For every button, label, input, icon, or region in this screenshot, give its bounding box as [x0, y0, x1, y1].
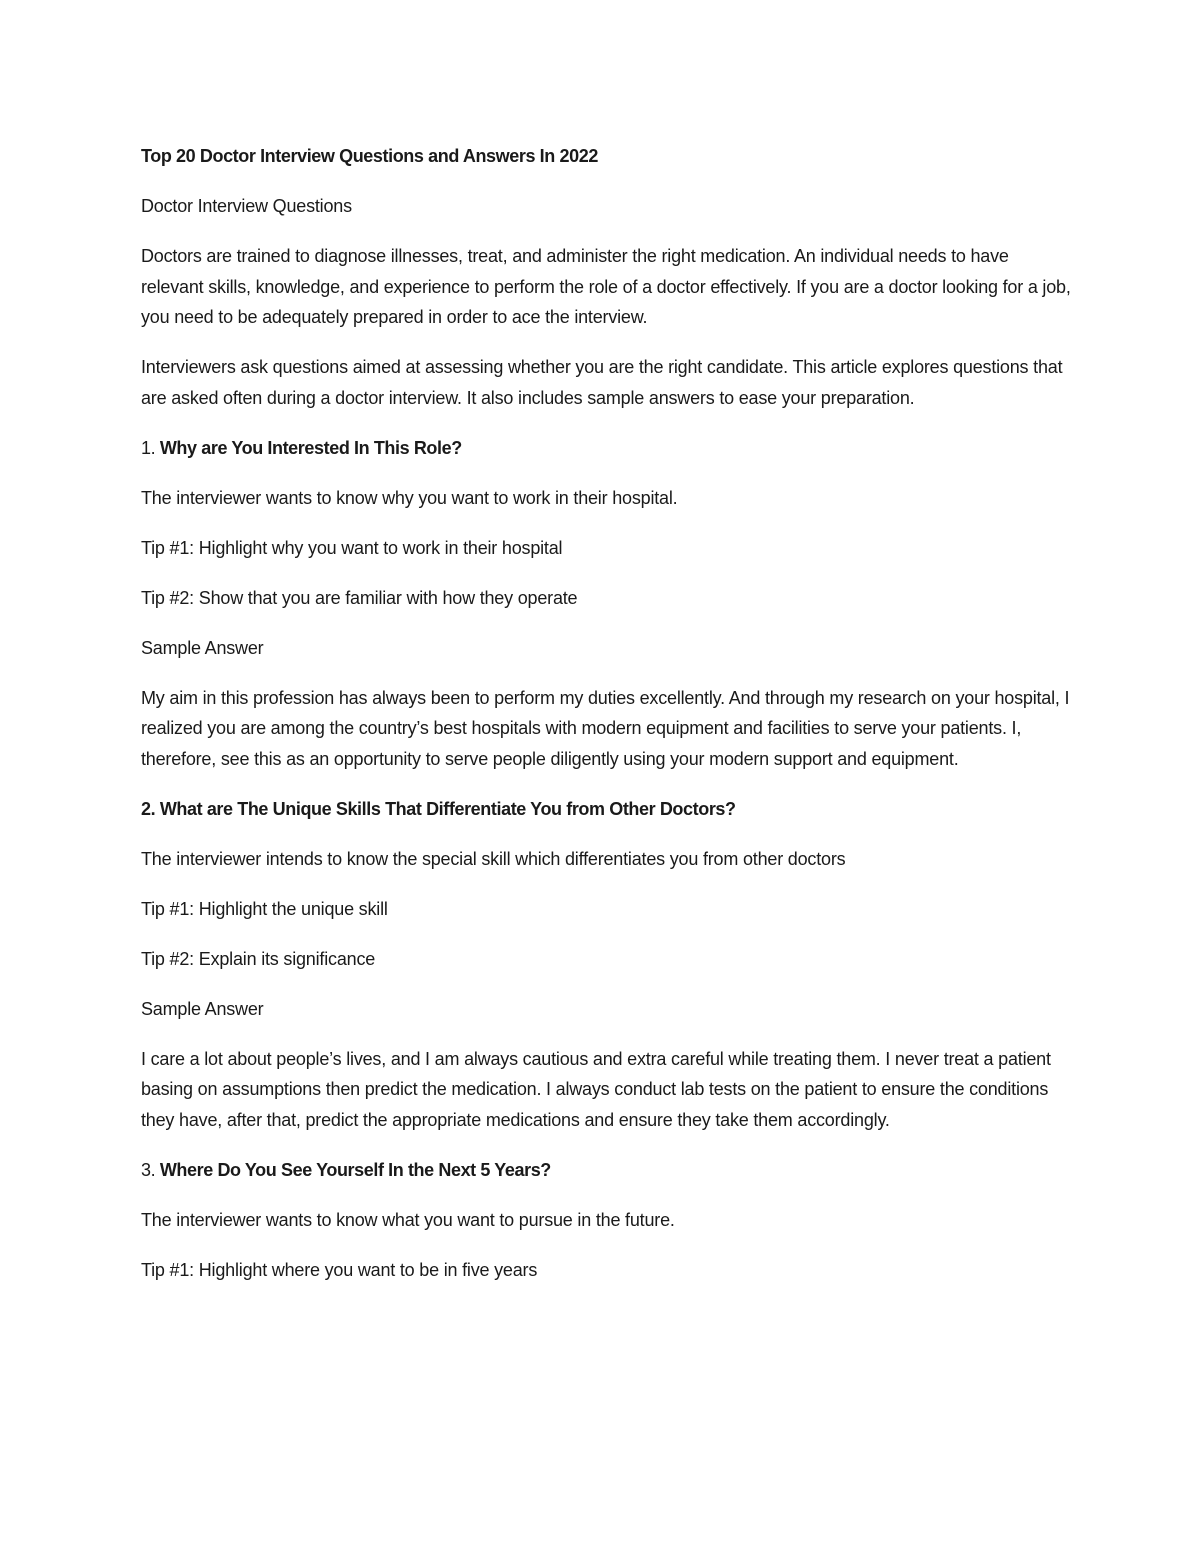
question-1-sample-answer: My aim in this profession has always been to perform my duties excellently. And through my research on your hospital, I realized you are among the country’s best hospitals with modern equipment and facilities to serve your patients. I, therefore, see this as an opportunity to serve people diligently using your modern support and equipment.	[141, 687, 1070, 769]
document-subtitle: Doctor Interview Questions	[141, 196, 352, 216]
question-2-heading	[141, 794, 1071, 825]
intro-paragraph-1: Doctors are trained to diagnose illnesses, treat, and administer the right medication. An individual needs to have relevant skills, knowledge, and experience to perform the role of a doctor effectively. If you are a doctor looking for a job, you need to be adequately prepared in order to ace the interview.	[141, 246, 1071, 327]
question-3-heading	[141, 1155, 1071, 1186]
question-1-number: 1.	[141, 437, 156, 458]
question-1-tip-2: Tip #2: Show that you are familiar with how they operate	[141, 587, 578, 608]
question-1-heading	[141, 433, 1071, 464]
question-2-number: 2.	[141, 798, 156, 819]
question-3-number: 3.	[141, 1159, 156, 1180]
question-2-description: The interviewer intends to know the special skill which differentiates you from other doctors	[141, 848, 846, 869]
question-2-text: What are The Unique Skills That Differentiate You from Other Doctors?	[159, 798, 736, 819]
question-1-description: The interviewer wants to know why you want to work in their hospital.	[141, 487, 678, 508]
document-body	[141, 141, 1071, 1305]
question-1-text: Why are You Interested In This Role?	[159, 437, 462, 458]
intro-paragraph-2: Interviewers ask questions aimed at assessing whether you are the right candidate. This article explores questions that are asked often during a doctor interview. It also includes sample answers to ease your preparation.	[141, 357, 1063, 408]
question-2-sample-label: Sample Answer	[141, 998, 264, 1019]
question-1-tip-1: Tip #1: Highlight why you want to work in their hospital	[141, 537, 563, 558]
question-2-tip-2: Tip #2: Explain its significance	[141, 948, 376, 969]
question-2-tip-1: Tip #1: Highlight the unique skill	[141, 898, 388, 919]
document-title: Top 20 Doctor Interview Questions and Answers In 2022	[141, 146, 598, 166]
question-2-sample-answer: I care a lot about people’s lives, and I am always cautious and extra careful while treating them. I never treat a patient basing on assumptions then predict the medication. I always conduct lab tests on the patient to ensure the conditions they have, after that, predict the appropriate medications and ensure they take them accordingly.	[141, 1048, 1051, 1130]
question-3-text: Where Do You See Yourself In the Next 5 Years?	[159, 1159, 551, 1180]
question-1-sample-label: Sample Answer	[141, 637, 264, 658]
question-3-tip-1: Tip #1: Highlight where you want to be in five years	[141, 1259, 538, 1280]
question-3-description: The interviewer wants to know what you want to pursue in the future.	[141, 1209, 675, 1230]
